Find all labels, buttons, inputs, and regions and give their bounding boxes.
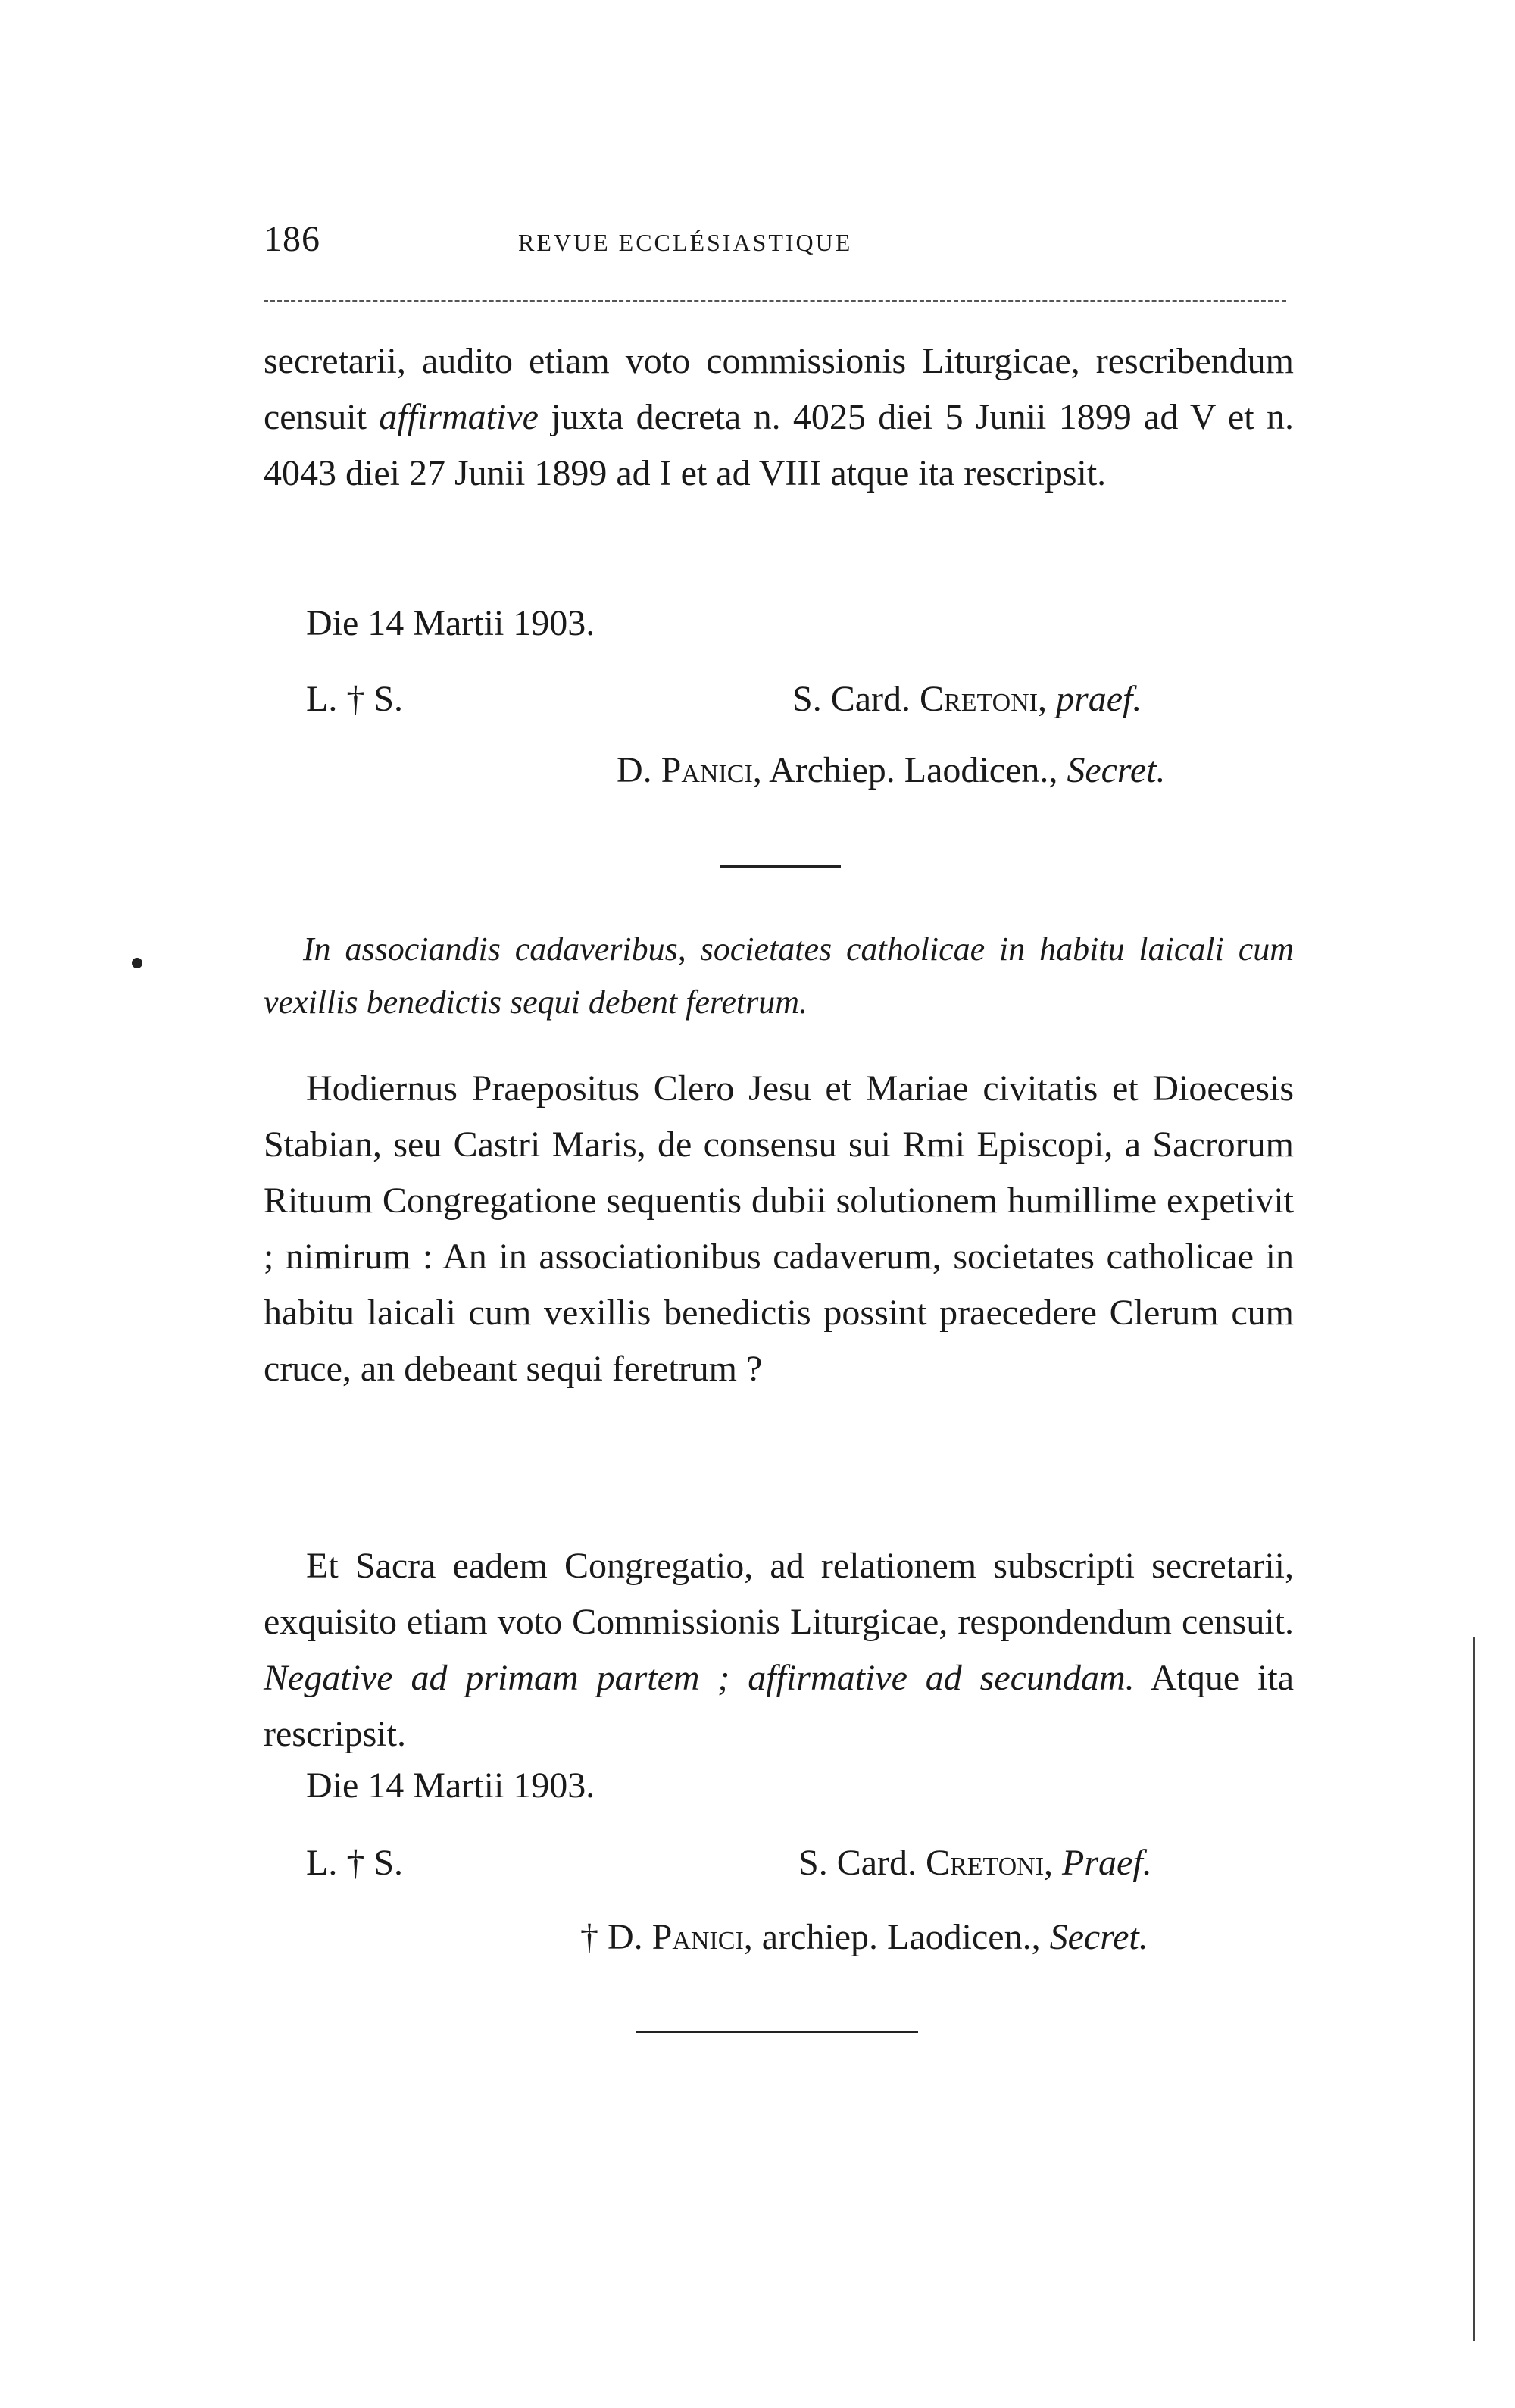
signature-secretary: † D. Panici, archiep. Laodicen., Secret.: [580, 1917, 1148, 1957]
petition-paragraph: Hodiernus Praepositus Clero Jesu et Mariae civitatis et Dioecesis Stabian, seu Castri Maris, de consensu sui Rmi Episcopi, a Sacrorum Rituum Congregatione sequentis dubii solutionem humillime expetivit ; nimirum : An in associationibus cadaverum, societates catholicae in habitu laicali cum vexillis benedictis possint praecedere Clerum cum cruce, an debeant sequi feretrum ?: [264, 1068, 1294, 1389]
section-divider: [720, 865, 841, 868]
signatory-name: Cretoni: [926, 1843, 1045, 1883]
italic-response: Negative ad primam partem ; affirmative ad secundam.: [264, 1658, 1135, 1698]
seal-mark: L. † S.: [306, 679, 404, 719]
page-header: [264, 218, 1294, 271]
signatory-title: Secret.: [1049, 1917, 1148, 1957]
signatory-name: Panici: [661, 750, 753, 790]
signature-prefect: S. Card. Cretoni, praef.: [792, 679, 1142, 719]
signatory-title: praef.: [1056, 679, 1142, 719]
signatory-title: Praef.: [1062, 1843, 1152, 1883]
italic-response: affirmative: [379, 397, 539, 437]
decree-date: Die 14 Martii 1903.: [306, 1765, 595, 1806]
decree-continuation-paragraph: [264, 333, 1294, 502]
signature-prefect: S. Card. Cretoni, Praef.: [798, 1843, 1152, 1883]
section-divider: [636, 2031, 918, 2033]
header-rule: [264, 300, 1286, 302]
seal-mark: L. † S.: [306, 1843, 404, 1883]
response-paragraph: [264, 1538, 1294, 1762]
signatory-title: Secret.: [1067, 750, 1166, 790]
signature-secretary: D. Panici, Archiep. Laodicen., Secret.: [617, 750, 1166, 790]
paragraph-text: Et Sacra eadem Congregatio, ad relationem subscripti secretarii, exquisito etiam voto Commissionis Liturgicae, respondendum censuit.: [264, 1546, 1294, 1642]
margin-mark: [132, 958, 142, 968]
paragraph-text: secretarii, audito etiam voto commissionis Liturgicae, rescribendum censuit: [264, 341, 1294, 437]
decree-heading: In associandis cadaveribus, societates catholicae in habitu laicali cum vexillis benedictis sequi debent feretrum.: [264, 930, 1294, 1021]
page-number: 186: [264, 219, 320, 259]
signatory-name: Panici: [651, 1917, 744, 1957]
running-title: REVUE ECCLÉSIASTIQUE: [518, 229, 853, 256]
decree-date: Die 14 Martii 1903.: [306, 603, 595, 643]
paragraph-text: Atque ita rescripsit.: [264, 1658, 1295, 1754]
signatory-name: Cretoni: [920, 679, 1039, 719]
scan-edge-line: [1473, 1637, 1475, 2341]
paragraph-text: juxta decreta n. 4025 diei 5 Junii 1899 ad V et n. 4043 diei 27 Junii 1899 ad I et ad VIII atque ita rescripsit.: [264, 397, 1294, 493]
